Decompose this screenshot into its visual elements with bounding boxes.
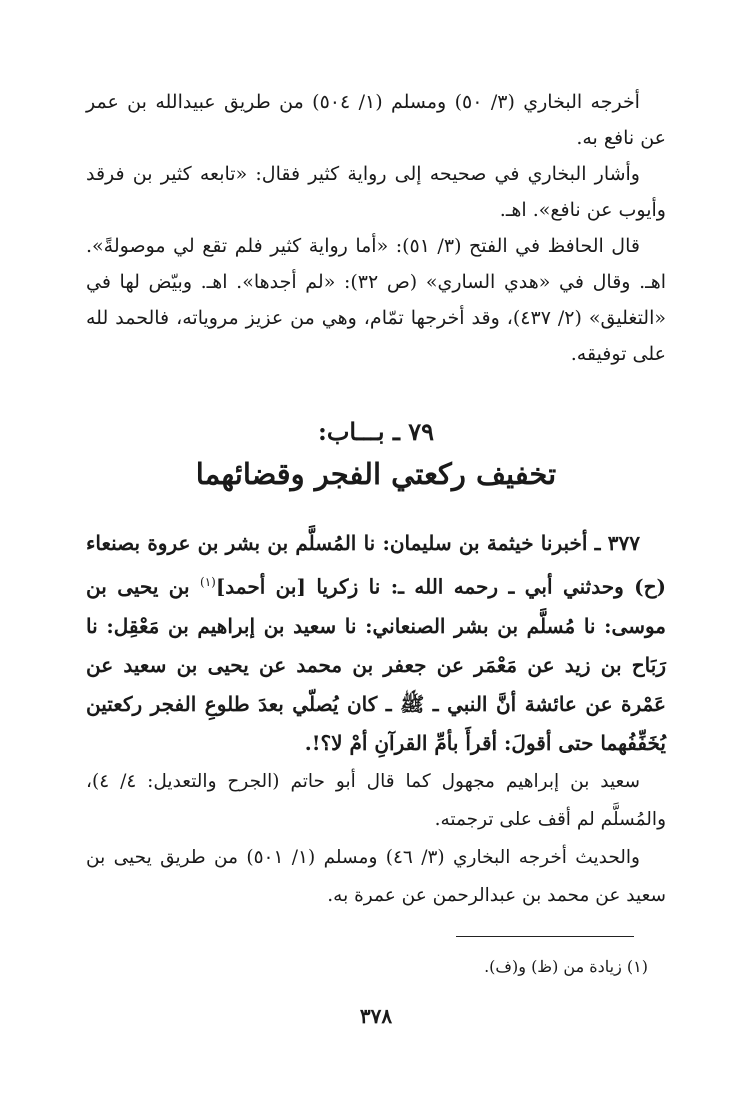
hadith-text (86, 524, 666, 763)
footnote-text: (١) زيادة من (ظ) و(ف). (484, 957, 648, 976)
footnote-reference: (١) (200, 575, 216, 589)
hadith-text-part-1: ٣٧٧ ـ أخبرنا خيثمة بن سليمان: نا المُسلَّم بن بشر بن عروة بصنعاء (ح) وحدثني أبي ـ رحمه الله ـ: نا زكريا [بن أحمد] (86, 531, 666, 599)
commentary-paragraph-2: والحديث أخرجه البخاري (٣/ ٤٦) ومسلم (١/ ٥٠١) من طريق يحيى بن سعيد عن محمد بن عبدالرحمن عن عمرة به. (86, 846, 666, 906)
intro-paragraph-2: وأشار البخاري في صحيحه إلى رواية كثير فقال: «تابعه كثير بن فرقد وأيوب عن نافع». اهـ. (86, 163, 666, 221)
hadith-text-part-2: بن يحيى بن موسى: نا مُسلَّم بن بشر الصنعاني: نا سعيد بن إبراهيم بن مَعْقِل: نا رَبَاح بن زيد عن مَعْمَر عن جعفر بن محمد عن يحيى بن سعيد عن عَمْرة عن عائشة أنَّ النبي ـ ﷺ ـ كان يُصلّي بعدَ طلوعِ الفجر ركعتين يُخَفِّفُهما حتى أقولَ: أقرأَ بأمِّ القرآنِ أمْ لا؟!. (86, 574, 666, 755)
intro-paragraph-3: قال الحافظ في الفتح (٣/ ٥١): «أما رواية كثير فلم تقع لي موصولةً». اهـ. وقال في «هدي الساري» (ص ٣٢): «لم أجدها». اهـ. وبيّض لها في «التغليق» (٢/ ٤٣٧)، وقد أخرجها تمّام، وهي من عزيز مروياته، فالحمد لله على توفيقه. (86, 235, 666, 365)
page-body (86, 84, 666, 915)
chapter-heading (86, 412, 666, 496)
chapter-title: تخفيف ركعتي الفجر وقضائهما (195, 457, 557, 491)
footnote-divider (456, 936, 634, 937)
commentary-paragraph-1: سعيد بن إبراهيم مجهول كما قال أبو حاتم (الجرح والتعديل: ٤/ ٤)، والمُسلَّم لم أقف على ترجمته. (86, 770, 666, 830)
intro-paragraph-1: أخرجه البخاري (٣/ ٥٠) ومسلم (١/ ٥٠٤) من طريق عبيدالله بن عمر عن نافع به. (86, 91, 666, 149)
page-number: ٣٧٨ (359, 1004, 393, 1028)
chapter-number: ٧٩ ـ بـــاب: (317, 417, 435, 446)
